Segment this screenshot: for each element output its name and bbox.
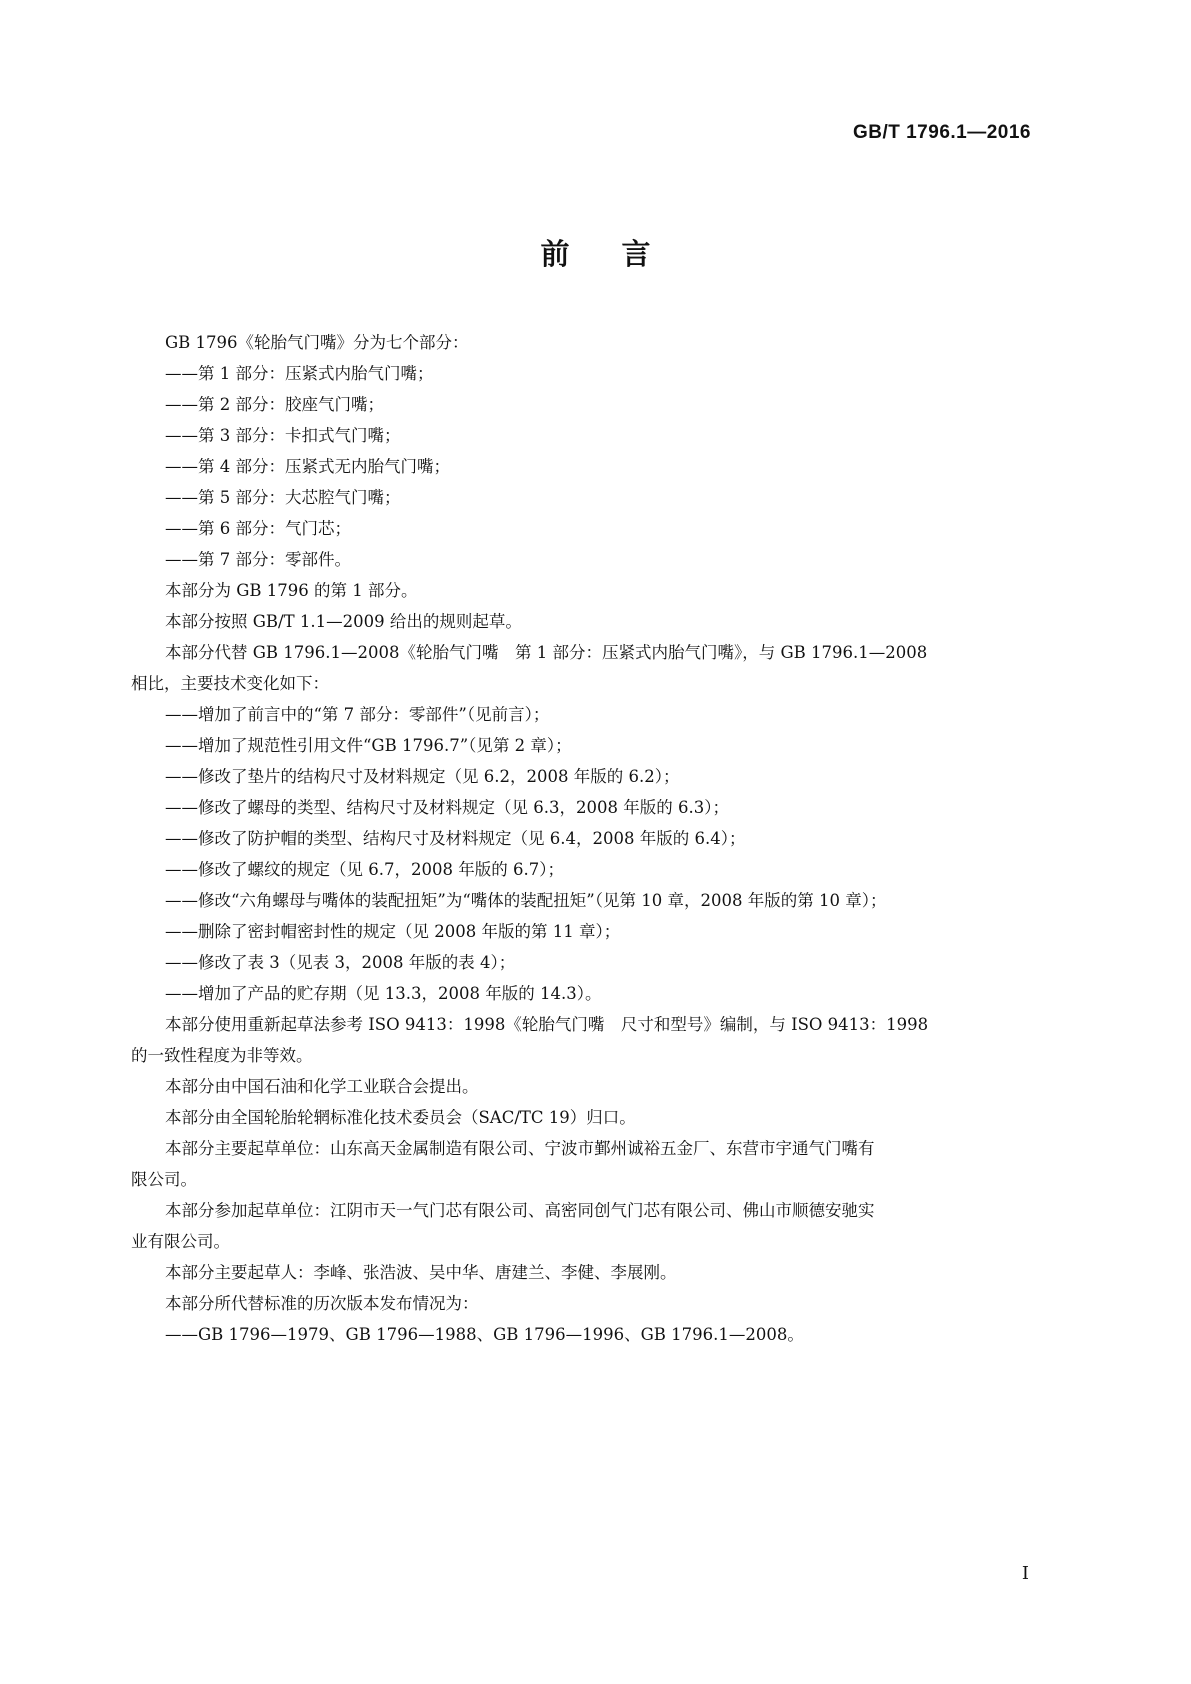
paragraph-continuation: 相比，主要技术变化如下： xyxy=(131,674,329,693)
paragraph-continuation: 的一致性程度为非等效。 xyxy=(131,1046,313,1065)
list-item: ——修改了防护帽的类型、结构尺寸及材料规定（见 6.4，2008 年版的 6.4）； xyxy=(165,829,746,848)
list-item: ——第 7 部分：零部件。 xyxy=(165,550,351,569)
list-item: ——修改了表 3（见表 3，2008 年版的表 4）； xyxy=(165,953,516,972)
paragraph-line: 本部分所代替标准的历次版本发布情况为： xyxy=(165,1294,479,1313)
list-item: ——修改了螺母的类型、结构尺寸及材料规定（见 6.3，2008 年版的 6.3）； xyxy=(165,798,729,817)
list-item: ——修改了螺纹的规定（见 6.7，2008 年版的 6.7）； xyxy=(165,860,564,879)
list-item: ——第 5 部分：大芯腔气门嘴； xyxy=(165,488,401,507)
list-item: ——第 1 部分：压紧式内胎气门嘴； xyxy=(165,364,434,383)
paragraph-line: 本部分为 GB 1796 的第 1 部分。 xyxy=(165,581,418,600)
list-item: ——增加了前言中的“第 7 部分：零部件”（见前言）； xyxy=(165,705,550,724)
list-item: ——第 6 部分：气门芯； xyxy=(165,519,351,538)
paragraph-continuation: 业有限公司。 xyxy=(131,1232,230,1251)
paragraph-line: 本部分由中国石油和化学工业联合会提出。 xyxy=(165,1077,479,1096)
paragraph-line: 本部分使用重新起草法参考 ISO 9413：1998《轮胎气门嘴 尺寸和型号》编制，与 ISO 9413：1998 xyxy=(165,1015,929,1034)
list-item: ——第 4 部分：压紧式无内胎气门嘴； xyxy=(165,457,450,476)
list-item: ——修改“六角螺母与嘴体的装配扭矩”为“嘴体的装配扭矩”（见第 10 章，2008 年版的第 10 章）； xyxy=(165,891,887,910)
page-title: 前言 xyxy=(540,237,703,271)
list-item: ——增加了规范性引用文件“GB 1796.7”（见第 2 章）； xyxy=(165,736,572,755)
list-item: ——修改了垫片的结构尺寸及材料规定（见 6.2，2008 年版的 6.2）； xyxy=(165,767,680,786)
list-item: ——GB 1796—1979、GB 1796—1988、GB 1796—1996、GB 1796.1—2008。 xyxy=(165,1325,804,1344)
document-code: GB/T 1796.1—2016 xyxy=(852,122,1031,143)
list-item: ——删除了密封帽密封性的规定（见 2008 年版的第 11 章）； xyxy=(165,922,621,941)
list-item: ——第 2 部分：胶座气门嘴； xyxy=(165,395,384,414)
paragraph-line: 本部分主要起草人：李峰、张浩波、吴中华、唐建兰、李健、李展刚。 xyxy=(165,1263,677,1282)
paragraph-line: 本部分参加起草单位：江阴市天一气门芯有限公司、高密同创气门芯有限公司、佛山市顺德安驰实 xyxy=(165,1201,875,1220)
list-item: ——增加了产品的贮存期（见 13.3，2008 年版的 14.3）。 xyxy=(165,984,602,1003)
page-number: I xyxy=(1021,1563,1029,1584)
paragraph-line: 本部分由全国轮胎轮辋标准化技术委员会（SAC/TC 19）归口。 xyxy=(165,1108,636,1127)
foreword-body xyxy=(131,327,1061,1350)
paragraph-line: 本部分主要起草单位：山东高天金属制造有限公司、宁波市鄞州诚裕五金厂、东营市宇通气门嘴有 xyxy=(165,1139,875,1158)
paragraph-line: 本部分代替 GB 1796.1—2008《轮胎气门嘴 第 1 部分：压紧式内胎气门嘴》，与 GB 1796.1—2008 xyxy=(165,643,928,662)
list-item: ——第 3 部分：卡扣式气门嘴； xyxy=(165,426,401,445)
paragraph-continuation: 限公司。 xyxy=(131,1170,197,1189)
paragraph-line: GB 1796《轮胎气门嘴》分为七个部分： xyxy=(165,333,469,352)
paragraph-line: 本部分按照 GB/T 1.1—2009 给出的规则起草。 xyxy=(165,612,522,631)
